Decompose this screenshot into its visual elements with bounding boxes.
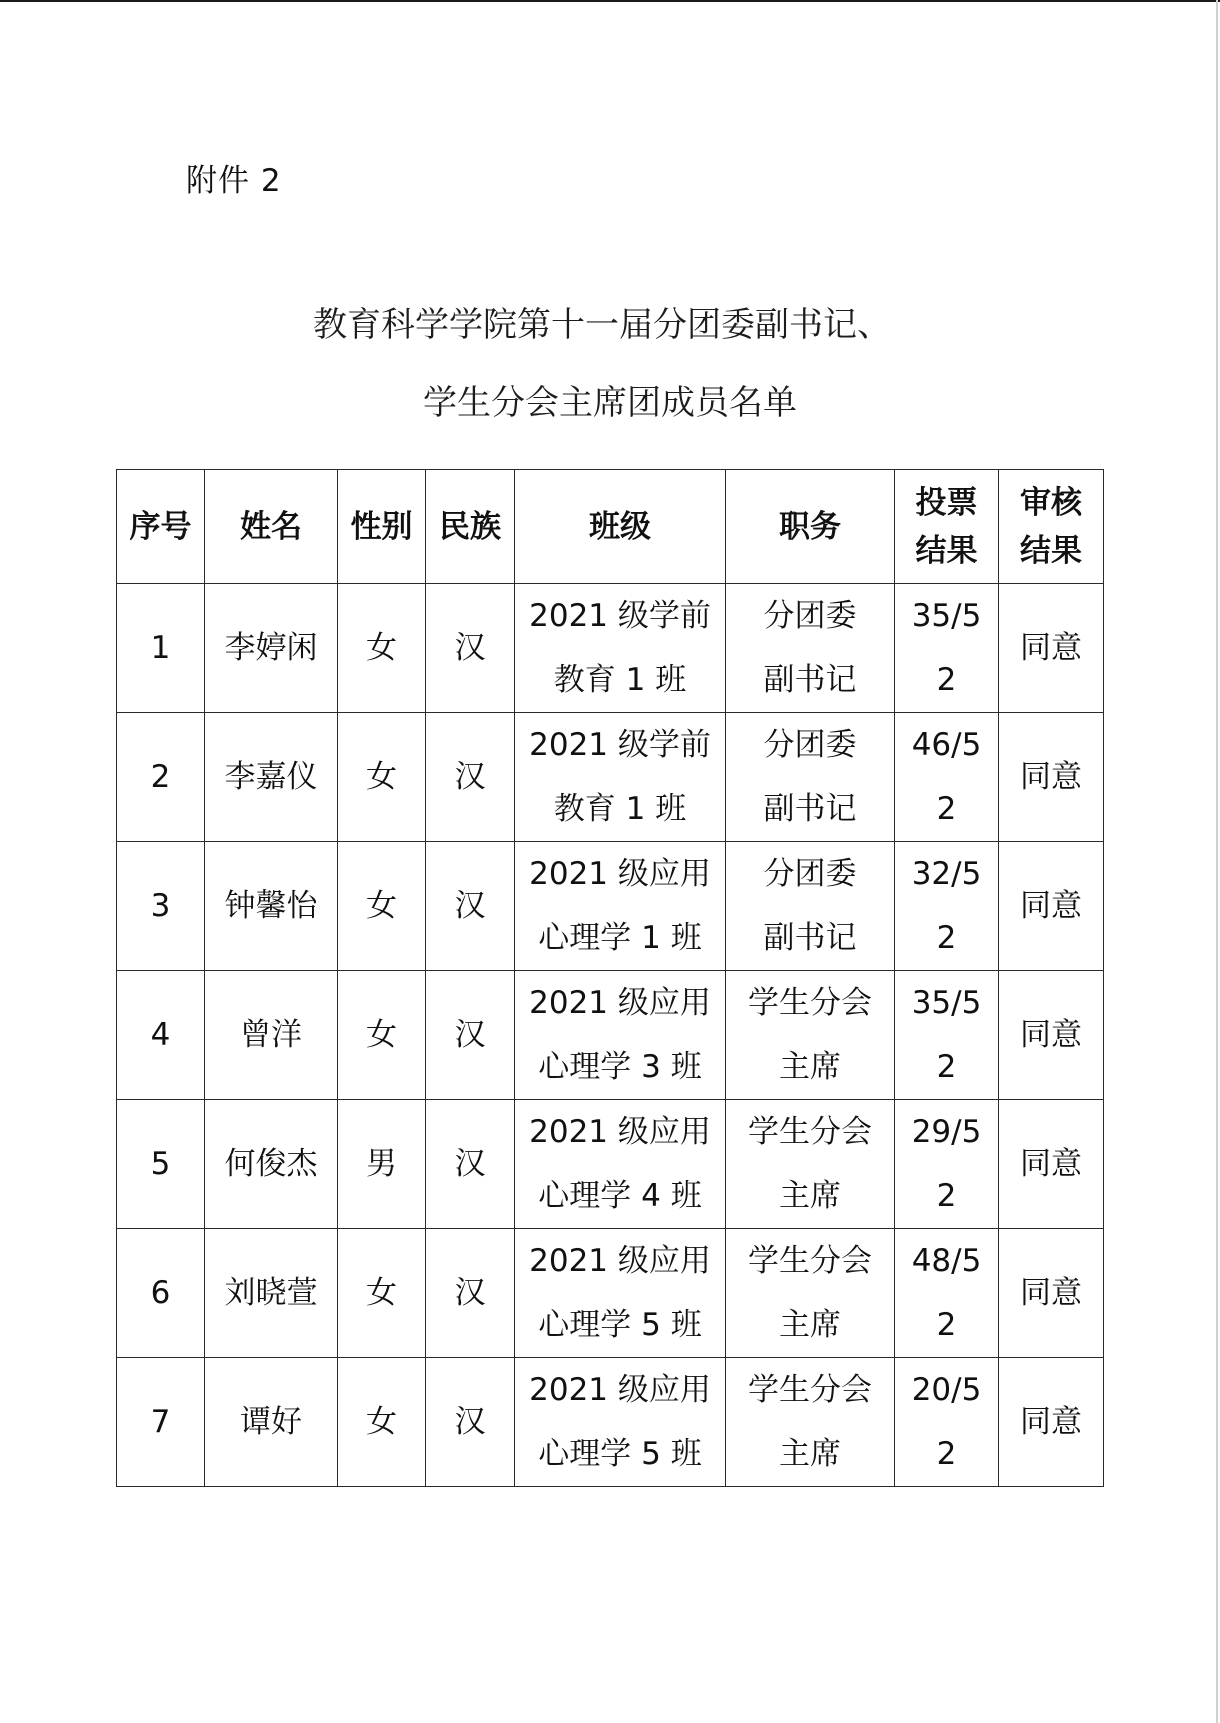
cell-name: 曾洋 <box>205 971 338 1100</box>
header-vote-result <box>895 470 999 584</box>
page-top-border <box>0 0 1220 2</box>
cell-position-line2: 副书记 <box>763 791 857 827</box>
cell-vote-line1: 32/5 <box>911 856 982 892</box>
cell-position <box>726 842 895 971</box>
cell-seq: 1 <box>117 584 205 713</box>
cell-class-line2: 心理学 4 班 <box>538 1178 702 1214</box>
cell-vote-line1: 35/5 <box>911 598 982 634</box>
cell-vote <box>895 584 999 713</box>
cell-vote-line1: 29/5 <box>911 1114 982 1150</box>
cell-vote-line1: 35/5 <box>911 985 982 1021</box>
cell-vote <box>895 1100 999 1229</box>
cell-name: 谭好 <box>205 1358 338 1487</box>
table-header <box>117 470 1104 584</box>
header-vote-line2: 结果 <box>915 532 978 569</box>
cell-name: 钟馨怡 <box>205 842 338 971</box>
cell-class-line2: 心理学 5 班 <box>538 1436 702 1472</box>
cell-gender: 女 <box>338 713 426 842</box>
cell-vote <box>895 842 999 971</box>
cell-class-line2: 教育 1 班 <box>553 791 687 827</box>
cell-position <box>726 1358 895 1487</box>
cell-position-line2: 主席 <box>779 1049 841 1085</box>
cell-review: 同意 <box>999 1100 1104 1229</box>
cell-name: 刘晓萱 <box>205 1229 338 1358</box>
cell-vote <box>895 1358 999 1487</box>
cell-review: 同意 <box>999 1358 1104 1487</box>
document-title-line2: 学生分会主席团成员名单 <box>423 383 797 423</box>
cell-name: 何俊杰 <box>205 1100 338 1229</box>
cell-class-line1: 2021 级应用 <box>529 1372 711 1408</box>
document-title-line1: 教育科学学院第十一届分团委副书记、 <box>313 305 891 345</box>
header-review-result <box>999 470 1104 584</box>
cell-class <box>515 1100 726 1229</box>
cell-class-line1: 2021 级应用 <box>529 1114 711 1150</box>
cell-review: 同意 <box>999 713 1104 842</box>
header-class: 班级 <box>515 470 726 584</box>
cell-name: 李嘉仪 <box>205 713 338 842</box>
table-row <box>117 1229 1104 1358</box>
cell-position-line1: 学生分会 <box>748 1243 872 1279</box>
cell-gender: 女 <box>338 842 426 971</box>
cell-ethnicity: 汉 <box>426 1229 515 1358</box>
cell-seq: 2 <box>117 713 205 842</box>
header-row <box>117 470 1104 584</box>
cell-position-line2: 副书记 <box>763 662 857 698</box>
cell-position <box>726 1100 895 1229</box>
table-row <box>117 842 1104 971</box>
cell-class-line1: 2021 级学前 <box>529 598 711 634</box>
table-row <box>117 971 1104 1100</box>
table-row <box>117 1100 1104 1229</box>
table-row <box>117 1358 1104 1487</box>
attachment-label: 附件 2 <box>186 163 282 199</box>
cell-vote <box>895 971 999 1100</box>
cell-ethnicity: 汉 <box>426 1358 515 1487</box>
cell-vote-line2: 2 <box>936 920 957 956</box>
cell-gender: 女 <box>338 971 426 1100</box>
cell-position-line1: 分团委 <box>763 727 857 763</box>
cell-class <box>515 842 726 971</box>
member-roster-table <box>116 469 1104 1487</box>
cell-position-line2: 主席 <box>779 1307 841 1343</box>
cell-position-line1: 学生分会 <box>748 985 872 1021</box>
cell-class-line1: 2021 级学前 <box>529 727 711 763</box>
cell-vote-line2: 2 <box>936 662 957 698</box>
header-review-line2: 结果 <box>1020 532 1082 569</box>
cell-seq: 6 <box>117 1229 205 1358</box>
cell-ethnicity: 汉 <box>426 713 515 842</box>
table-row <box>117 713 1104 842</box>
cell-position-line2: 主席 <box>779 1436 841 1472</box>
cell-position-line1: 分团委 <box>763 598 857 634</box>
cell-ethnicity: 汉 <box>426 584 515 713</box>
header-seq: 序号 <box>117 470 205 584</box>
cell-vote-line2: 2 <box>936 1436 957 1472</box>
cell-review: 同意 <box>999 584 1104 713</box>
cell-class <box>515 1358 726 1487</box>
cell-seq: 7 <box>117 1358 205 1487</box>
cell-ethnicity: 汉 <box>426 971 515 1100</box>
header-name: 姓名 <box>205 470 338 584</box>
cell-vote-line2: 2 <box>936 1049 957 1085</box>
cell-position-line2: 副书记 <box>763 920 857 956</box>
cell-class <box>515 584 726 713</box>
cell-class-line1: 2021 级应用 <box>529 856 711 892</box>
cell-gender: 女 <box>338 1358 426 1487</box>
cell-seq: 5 <box>117 1100 205 1229</box>
cell-ethnicity: 汉 <box>426 842 515 971</box>
cell-vote-line2: 2 <box>936 1307 957 1343</box>
cell-position <box>726 584 895 713</box>
table-row <box>117 584 1104 713</box>
table-body <box>117 584 1104 1487</box>
cell-position <box>726 971 895 1100</box>
cell-vote-line1: 20/5 <box>911 1372 982 1408</box>
cell-position <box>726 1229 895 1358</box>
cell-position <box>726 713 895 842</box>
page-right-edge <box>1216 0 1218 1723</box>
cell-seq: 3 <box>117 842 205 971</box>
cell-class <box>515 971 726 1100</box>
cell-review: 同意 <box>999 842 1104 971</box>
cell-vote-line2: 2 <box>936 791 957 827</box>
cell-vote-line1: 48/5 <box>911 1243 982 1279</box>
cell-position-line1: 学生分会 <box>748 1372 872 1408</box>
cell-class-line2: 教育 1 班 <box>553 662 687 698</box>
cell-position-line2: 主席 <box>779 1178 841 1214</box>
cell-gender: 男 <box>338 1100 426 1229</box>
cell-class-line2: 心理学 1 班 <box>538 920 702 956</box>
cell-vote-line2: 2 <box>936 1178 957 1214</box>
cell-class-line2: 心理学 5 班 <box>538 1307 702 1343</box>
cell-gender: 女 <box>338 584 426 713</box>
cell-vote <box>895 1229 999 1358</box>
cell-class <box>515 713 726 842</box>
header-review-line1: 审核 <box>1020 484 1082 521</box>
cell-class-line1: 2021 级应用 <box>529 985 711 1021</box>
cell-position-line1: 学生分会 <box>748 1114 872 1150</box>
cell-gender: 女 <box>338 1229 426 1358</box>
header-gender: 性别 <box>338 470 426 584</box>
cell-name: 李婷闲 <box>205 584 338 713</box>
header-position: 职务 <box>726 470 895 584</box>
cell-vote <box>895 713 999 842</box>
cell-seq: 4 <box>117 971 205 1100</box>
cell-review: 同意 <box>999 971 1104 1100</box>
cell-class-line1: 2021 级应用 <box>529 1243 711 1279</box>
cell-ethnicity: 汉 <box>426 1100 515 1229</box>
cell-class-line2: 心理学 3 班 <box>538 1049 702 1085</box>
cell-class <box>515 1229 726 1358</box>
cell-position-line1: 分团委 <box>763 856 857 892</box>
header-vote-line1: 投票 <box>915 484 978 521</box>
header-ethnicity: 民族 <box>426 470 515 584</box>
cell-vote-line1: 46/5 <box>911 727 982 763</box>
cell-review: 同意 <box>999 1229 1104 1358</box>
